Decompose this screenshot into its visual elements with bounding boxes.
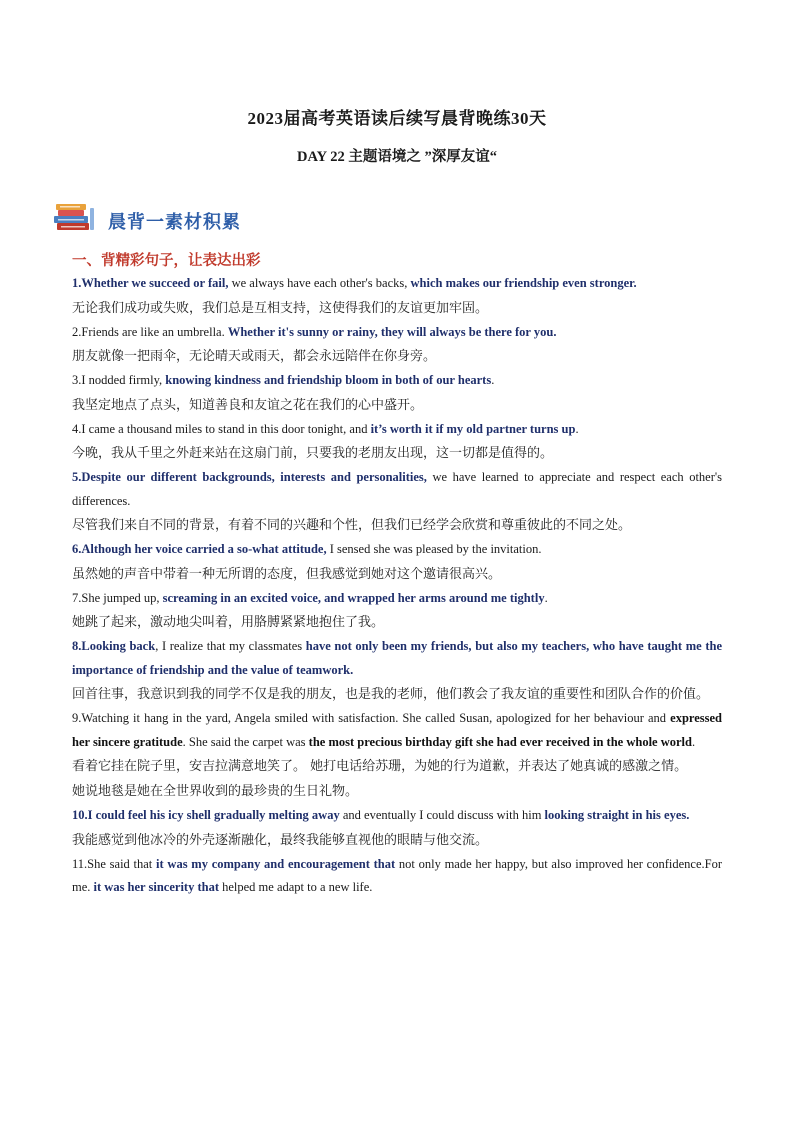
sentence-item — [72, 321, 722, 370]
plain-text: and eventually I could discuss with him — [339, 808, 545, 822]
english-sentence — [72, 707, 722, 754]
plain-text: . — [491, 373, 495, 387]
english-sentence — [72, 418, 722, 442]
chinese-translation: 她跳了起来，激动地尖叫着，用胳膊紧紧地抱住了我。 — [72, 615, 385, 630]
plain-text: we have learned to appreciate and respect each other's differences. — [72, 470, 722, 508]
sentence-item — [72, 804, 722, 853]
highlighted-phrase: 5.Despite our different backgrounds, interests and personalities, — [72, 470, 427, 484]
plain-text: . — [691, 734, 696, 749]
books-icon — [52, 202, 96, 234]
sentence-item — [72, 272, 722, 321]
english-sentence — [72, 587, 722, 611]
english-sentence — [72, 466, 722, 513]
highlighted-phrase: knowing kindness and friendship bloom in both of our hearts — [165, 373, 492, 387]
sentence-item — [72, 853, 722, 900]
section-header — [52, 202, 352, 236]
plain-text: helped me adapt to a new life. — [218, 880, 373, 894]
plain-text: . — [575, 421, 579, 436]
highlighted-phrase: it was her sincerity that — [93, 880, 219, 894]
chinese-translation: 回首往事，我意识到我的同学不仅是我的朋友，也是我的老师，他们教会了我友谊的重要性和团队合作的价值。 — [72, 687, 710, 702]
sentence-item — [72, 418, 722, 467]
english-sentence — [72, 321, 722, 345]
english-sentence — [72, 369, 722, 393]
section-label: 晨背一素材积累 — [108, 212, 241, 233]
chinese-translation: 无论我们成功或失败，我们总是互相支持，这使得我们的友谊更加牢固。 — [72, 300, 489, 316]
chinese-translation: 今晚，我从千里之外赶来站在这扇门前，只要我的老朋友出现，这一切都是值得的。 — [72, 446, 554, 461]
highlighted-phrase: which makes our friendship even stronger. — [410, 276, 637, 290]
english-sentence — [72, 538, 722, 562]
sentence-item — [72, 635, 722, 707]
plain-text: 2.Friends are like an umbrella. — [72, 324, 228, 339]
sentence-item — [72, 707, 722, 804]
document-title: 2023届高考英语读后续写晨背晚练30天 — [247, 109, 547, 128]
chinese-translation: 看着它挂在院子里，安吉拉满意地笑了。 她打电话给苏珊，为她的行为道歉，并表达了她真诚的感激之情。 — [72, 759, 688, 774]
chinese-translation: 我坚定地点了点头，知道善良和友谊之花在我们的心中盛开。 — [72, 397, 424, 413]
plain-text: I sensed she was pleased by the invitation. — [326, 542, 542, 556]
english-sentence — [72, 804, 722, 828]
plain-text: . — [544, 590, 548, 605]
plain-text: not only made her happy, but also improved her confidence.For me. — [72, 856, 722, 894]
sentence-list — [72, 272, 722, 900]
highlighted-phrase: 8.Looking back — [72, 639, 156, 653]
chinese-translation: 朋友就像一把雨伞，无论晴天或雨天，都会永远陪伴在你身旁。 — [72, 349, 437, 364]
sentence-item — [72, 466, 722, 538]
highlighted-phrase: it was my company and encouragement that — [156, 856, 396, 871]
plain-text: 7.She jumped up, — [72, 590, 163, 605]
highlighted-phrase: Whether it's sunny or rainy, they will always be there for you. — [227, 324, 557, 339]
sentence-item — [72, 587, 722, 636]
highlighted-phrase: expressed her sincere gratitude — [72, 711, 722, 749]
plain-text: 11.She said that — [72, 856, 157, 871]
chinese-translation: 我能感觉到他冰冷的外壳逐渐融化，最终我能够直视他的眼睛与他交流。 — [72, 832, 489, 848]
sub-heading: 一、背精彩句子，让表达出彩 — [72, 253, 261, 269]
highlighted-phrase: 1.Whether we succeed or fail, — [72, 276, 229, 290]
highlighted-phrase: 10.I could feel his icy shell gradually melting away — [72, 808, 340, 822]
chinese-translation: 她说地毯是她在全世界收到的最珍贵的生日礼物。 — [72, 784, 359, 799]
plain-text: , I realize that my classmates — [155, 639, 306, 653]
sentence-item — [72, 538, 722, 587]
chinese-translation: 虽然她的声音中带着一种无所谓的态度，但我感觉到她对这个邀请很高兴。 — [72, 566, 502, 582]
english-sentence — [72, 272, 722, 296]
plain-text: . She said the carpet was — [182, 734, 309, 749]
chinese-translation: 尽管我们来自不同的背景，有着不同的兴趣和个性，但我们已经学会欣赏和尊重彼此的不同之处。 — [72, 518, 632, 533]
highlighted-phrase: screaming in an excited voice, and wrapped her arms around me tightly — [162, 590, 545, 605]
plain-text: 3.I nodded firmly, — [72, 373, 166, 387]
highlighted-phrase: looking straight in his eyes. — [544, 808, 690, 822]
highlighted-phrase: have not only been my friends, but also my teachers, who have taught me the importance of friendship and the value of teamwork. — [72, 639, 722, 677]
document-subtitle: DAY 22 主题语境之 ”深厚友谊“ — [297, 149, 497, 165]
highlighted-phrase: it’s worth it if my old partner turns up — [370, 421, 576, 436]
english-sentence — [72, 853, 722, 900]
plain-text: we always have each other's backs, — [228, 276, 411, 290]
highlighted-phrase: the most precious birthday gift she had ever received in the whole world — [308, 734, 692, 749]
plain-text: 9.Watching it hang in the yard, Angela smiled with satisfaction. She called Susan, apologized for her behaviour and — [72, 711, 671, 725]
sentence-item — [72, 369, 722, 418]
english-sentence — [72, 635, 722, 682]
plain-text: 4.I came a thousand miles to stand in this door tonight, and — [72, 421, 371, 436]
highlighted-phrase: 6.Although her voice carried a so-what attitude, — [72, 542, 327, 556]
